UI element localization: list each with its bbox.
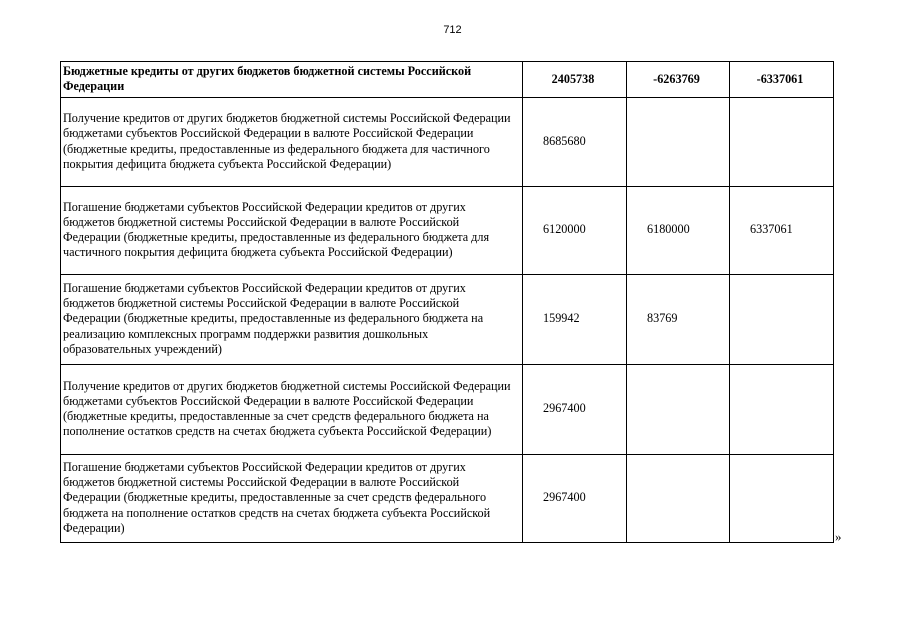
row-value-cell: 8685680 xyxy=(523,97,627,186)
row-value-cell xyxy=(730,274,834,364)
row-description-cell: Получение кредитов от других бюджетов бюджетной системы Российской Федерации бюджетами субъектов Российской Федерации в валюте Российской Федерации (бюджетные кредиты, предоставленные из федерального бюджета для частичного покрытия дефицита бюджета субъекта Российской Федерации) xyxy=(61,97,523,186)
closing-quote: » xyxy=(835,529,842,544)
budget-credits-table xyxy=(60,61,834,543)
table-row xyxy=(61,274,834,364)
header-title-cell: Бюджетные кредиты от других бюджетов бюджетной системы Российской Федерации xyxy=(61,62,523,98)
row-description-cell: Получение кредитов от других бюджетов бюджетной системы Российской Федерации бюджетами субъектов Российской Федерации в валюте Российской Федерации (бюджетные кредиты, предоставленные за счет средств федерального бюджета на пополнение остатков средств на счетах бюджета субъекта Российской Федерации) xyxy=(61,364,523,454)
page-number: 712 xyxy=(443,24,462,36)
row-value-cell: 6337061 xyxy=(730,186,834,274)
row-value-cell xyxy=(627,454,730,542)
row-value-cell: 6180000 xyxy=(627,186,730,274)
table-header-row xyxy=(61,62,834,98)
row-value-cell xyxy=(627,97,730,186)
row-value-cell: 2967400 xyxy=(523,364,627,454)
row-description-cell: Погашение бюджетами субъектов Российской Федерации кредитов от других бюджетов бюджетной системы Российской Федерации в валюте Российской Федерации (бюджетные кредиты, предоставленные из федерального бюджета для частичного покрытия дефицита бюджета субъекта Российской Федерации) xyxy=(61,186,523,274)
row-value-cell xyxy=(730,97,834,186)
table-row xyxy=(61,97,834,186)
header-value-cell: 2405738 xyxy=(523,62,627,98)
row-value-cell: 83769 xyxy=(627,274,730,364)
table-row xyxy=(61,454,834,542)
row-value-cell xyxy=(730,454,834,542)
row-value-cell xyxy=(627,364,730,454)
row-description-cell: Погашение бюджетами субъектов Российской Федерации кредитов от других бюджетов бюджетной системы Российской Федерации в валюте Российской Федерации (бюджетные кредиты, предоставленные за счет средств федерального бюджета на пополнение остатков средств на счетах бюджета субъекта Российской Федерации) xyxy=(61,454,523,542)
header-value-cell: -6263769 xyxy=(627,62,730,98)
row-value-cell: 6120000 xyxy=(523,186,627,274)
table-row xyxy=(61,364,834,454)
row-description-cell: Погашение бюджетами субъектов Российской Федерации кредитов от других бюджетов бюджетной системы Российской Федерации в валюте Российской Федерации (бюджетные кредиты, предоставленные из федерального бюджета на реализацию комплексных программ поддержки развития дошкольных образовательных учреждений) xyxy=(61,274,523,364)
table-row xyxy=(61,186,834,274)
row-value-cell: 159942 xyxy=(523,274,627,364)
row-value-cell: 2967400 xyxy=(523,454,627,542)
row-value-cell xyxy=(730,364,834,454)
header-value-cell: -6337061 xyxy=(730,62,834,98)
